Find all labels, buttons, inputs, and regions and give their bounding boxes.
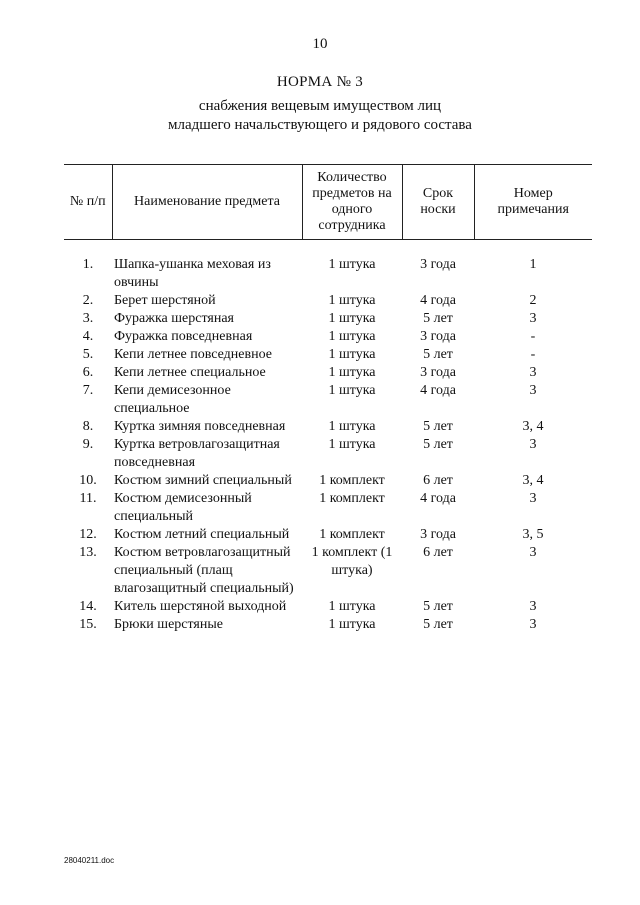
item-name: Шапка-ушанка меховая из овчины bbox=[114, 257, 271, 290]
row-number: 3. bbox=[82, 311, 94, 326]
item-term: 3 года bbox=[420, 527, 456, 542]
file-name-footer: 28040211.doc bbox=[64, 856, 115, 865]
item-term: 5 лет bbox=[423, 437, 453, 452]
document-title: НОРМА № 3 bbox=[276, 74, 364, 90]
item-name: Фуражка повседневная bbox=[114, 329, 253, 344]
item-quantity: 1 штука bbox=[328, 365, 376, 380]
item-note: 2 bbox=[529, 293, 537, 308]
row-number: 9. bbox=[82, 437, 94, 452]
row-number: 7. bbox=[82, 383, 94, 398]
item-quantity: 1 штука bbox=[328, 293, 376, 308]
item-name: Костюм демисезонный специальный bbox=[114, 491, 252, 524]
item-name: Кепи летнее повседневное bbox=[114, 347, 272, 362]
document-subtitle-line-1: снабжения вещевым имуществом лиц bbox=[198, 98, 442, 114]
item-note: 3 bbox=[529, 599, 537, 614]
item-quantity: 1 штука bbox=[328, 383, 376, 398]
item-note: 3 bbox=[529, 365, 537, 380]
table-row bbox=[64, 616, 592, 634]
table-row bbox=[64, 328, 592, 346]
header-note: Номер примечания bbox=[474, 165, 592, 240]
item-term: 3 года bbox=[420, 365, 456, 380]
item-name: Куртка ветровлагозащитная повседневная bbox=[114, 437, 280, 470]
row-number: 2. bbox=[82, 293, 94, 308]
item-name: Куртка зимняя повседневная bbox=[114, 419, 286, 434]
item-quantity: 1 штука bbox=[328, 419, 376, 434]
item-term: 5 лет bbox=[423, 617, 453, 632]
table-body bbox=[64, 240, 592, 635]
row-number: 6. bbox=[82, 365, 94, 380]
item-note: 3 bbox=[529, 545, 537, 560]
row-number: 4. bbox=[82, 329, 94, 344]
item-term: 6 лет bbox=[423, 473, 453, 488]
item-name: Костюм ветровлагозащитный специальный (плащ влагозащитный специальный) bbox=[114, 545, 294, 596]
item-note: - bbox=[530, 347, 536, 362]
table-row bbox=[64, 346, 592, 364]
table-row bbox=[64, 240, 592, 293]
item-note: 3, 4 bbox=[522, 473, 544, 488]
item-note: 3, 5 bbox=[522, 527, 544, 542]
table-row bbox=[64, 544, 592, 598]
row-number: 13. bbox=[79, 545, 97, 560]
item-name: Кепи летнее специальное bbox=[114, 365, 266, 380]
item-quantity: 1 комплект bbox=[319, 473, 385, 488]
item-name: Китель шерстяной выходной bbox=[114, 599, 287, 614]
item-note: 3, 4 bbox=[522, 419, 544, 434]
item-name: Фуражка шерстяная bbox=[114, 311, 234, 326]
item-quantity: 1 штука bbox=[328, 437, 376, 452]
item-quantity: 1 штука bbox=[328, 347, 376, 362]
item-name: Кепи демисезонное специальное bbox=[114, 383, 231, 416]
table-header-row bbox=[64, 165, 592, 240]
item-quantity: 1 штука bbox=[328, 257, 376, 272]
item-name: Костюм летний специальный bbox=[114, 527, 290, 542]
item-note: 3 bbox=[529, 617, 537, 632]
table-row bbox=[64, 310, 592, 328]
table-row bbox=[64, 598, 592, 616]
row-number: 8. bbox=[82, 419, 94, 434]
item-term: 4 года bbox=[420, 383, 456, 398]
row-number: 10. bbox=[79, 473, 97, 488]
item-term: 5 лет bbox=[423, 311, 453, 326]
header-name: Наименование предмета bbox=[112, 165, 302, 240]
table-row bbox=[64, 418, 592, 436]
row-number: 11. bbox=[79, 491, 97, 506]
header-quantity: Количество предметов на одного сотрудника bbox=[302, 165, 402, 240]
item-quantity: 1 штука bbox=[328, 599, 376, 614]
row-number: 5. bbox=[82, 347, 94, 362]
table-row bbox=[64, 490, 592, 526]
item-note: 1 bbox=[529, 257, 537, 272]
item-quantity: 1 комплект bbox=[319, 527, 385, 542]
table-row bbox=[64, 472, 592, 490]
row-number: 12. bbox=[79, 527, 97, 542]
item-quantity: 1 комплект (1 штука) bbox=[311, 545, 393, 578]
item-term: 5 лет bbox=[423, 599, 453, 614]
item-term: 4 года bbox=[420, 491, 456, 506]
item-term: 5 лет bbox=[423, 419, 453, 434]
item-term: 6 лет bbox=[423, 545, 453, 560]
table-row bbox=[64, 526, 592, 544]
item-note: 3 bbox=[529, 383, 537, 398]
item-term: 3 года bbox=[420, 329, 456, 344]
item-note: 3 bbox=[529, 311, 537, 326]
item-quantity: 1 штука bbox=[328, 311, 376, 326]
item-note: - bbox=[530, 329, 536, 344]
page-number: 10 bbox=[312, 36, 328, 52]
item-term: 4 года bbox=[420, 293, 456, 308]
item-note: 3 bbox=[529, 491, 537, 506]
item-term: 5 лет bbox=[423, 347, 453, 362]
table-row bbox=[64, 292, 592, 310]
table-row bbox=[64, 364, 592, 382]
header-term: Срок носки bbox=[402, 165, 474, 240]
row-number: 14. bbox=[79, 599, 97, 614]
document-subtitle-line-2: младшего начальствующего и рядового состава bbox=[168, 117, 472, 133]
table-row bbox=[64, 436, 592, 472]
row-number: 1. bbox=[82, 257, 94, 272]
item-quantity: 1 комплект bbox=[319, 491, 385, 506]
row-number: 15. bbox=[79, 617, 97, 632]
item-name: Костюм зимний специальный bbox=[114, 473, 292, 488]
norms-table bbox=[64, 164, 592, 634]
item-note: 3 bbox=[529, 437, 537, 452]
table-row bbox=[64, 382, 592, 418]
item-quantity: 1 штука bbox=[328, 329, 376, 344]
item-term: 3 года bbox=[420, 257, 456, 272]
item-name: Брюки шерстяные bbox=[114, 617, 223, 632]
item-name: Берет шерстяной bbox=[114, 293, 216, 308]
header-num: № п/п bbox=[69, 194, 106, 209]
item-quantity: 1 штука bbox=[328, 617, 376, 632]
